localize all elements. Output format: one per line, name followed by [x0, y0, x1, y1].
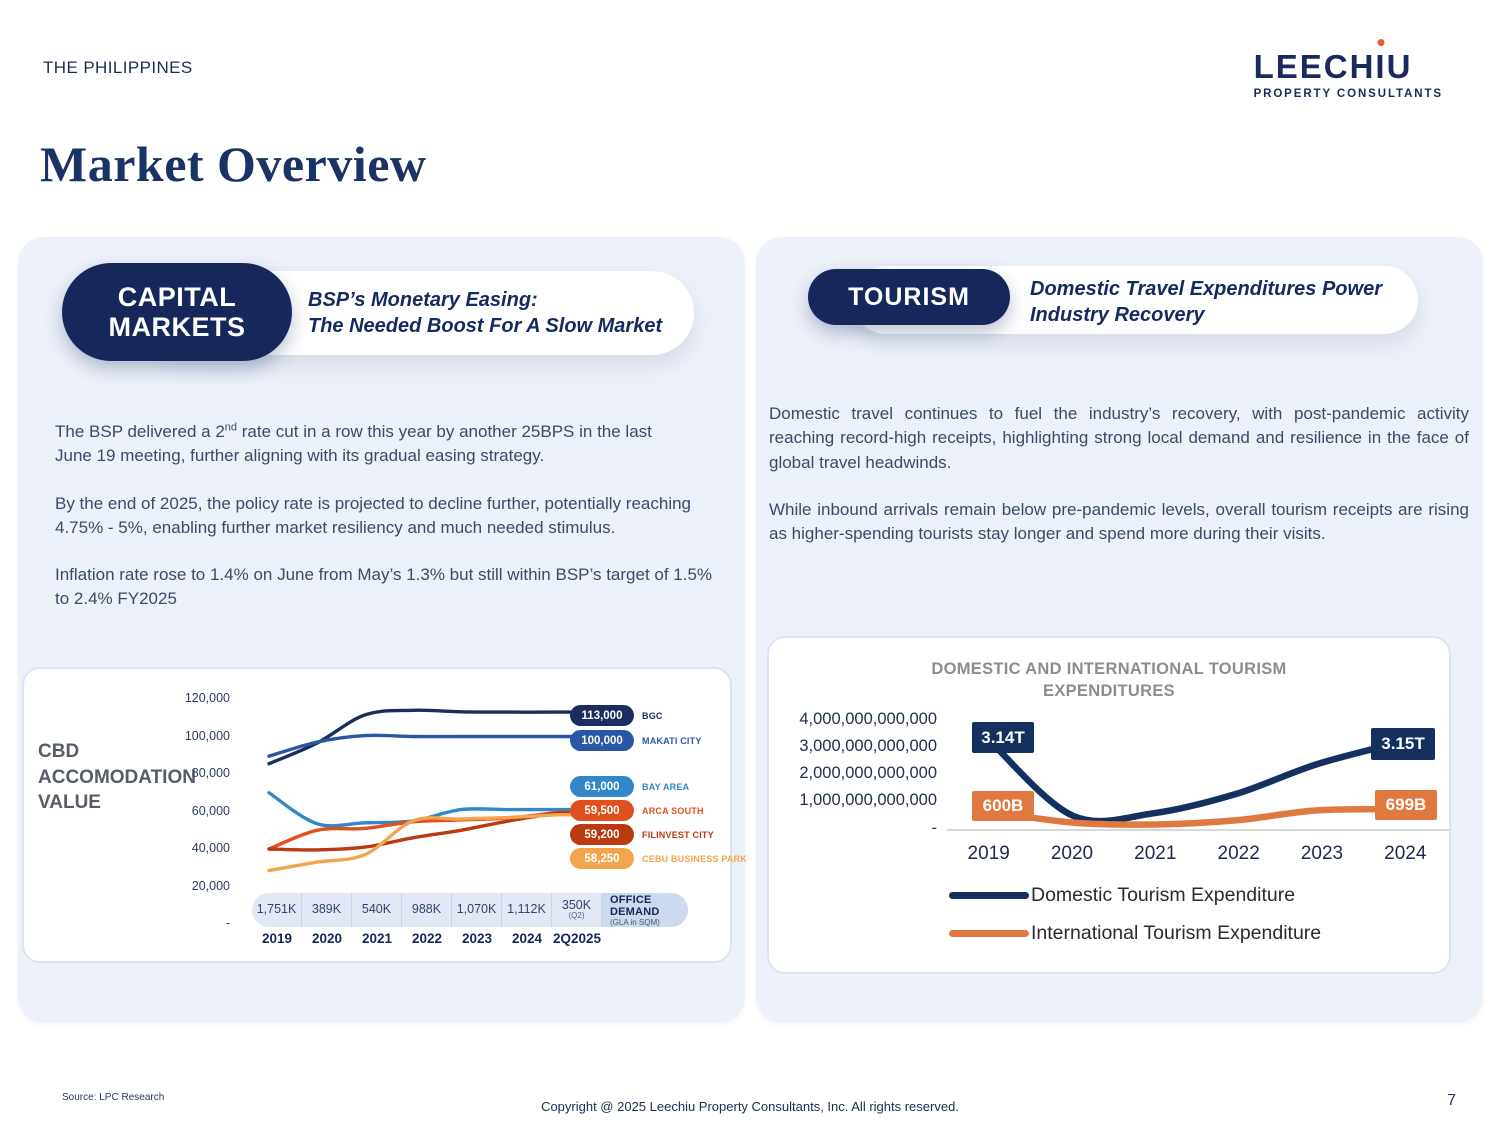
tourism-ytick-3t: 3,000,000,000,000: [799, 737, 937, 755]
office-demand-title: OFFICE DEMAND: [610, 893, 660, 918]
series-label-filinvest: FILINVEST CITY: [642, 829, 714, 840]
paragraph-2: While inbound arrivals remain below pre-pandemic levels, overall tourism receipts are rising as higher-spending tourists stay longer and spend more during their visits.: [769, 499, 1469, 544]
capital-markets-text: [55, 420, 715, 635]
footer-copyright: Copyright @ 2025 Leechiu Property Consultants, Inc. All rights reserved.: [541, 1099, 959, 1114]
leechiu-logo: [1254, 50, 1443, 100]
logo-i-dot-icon: I: [1375, 48, 1387, 85]
tourism-ytick-1t: 1,000,000,000,000: [799, 791, 937, 809]
callout-international-2019: 600B: [972, 791, 1034, 821]
footer-source: Source: LPC Research: [62, 1092, 165, 1103]
p1-b: rate cut in a row this year by another 25BPS in the last: [237, 422, 652, 441]
office-demand-2q2025: [552, 893, 602, 927]
cbd-ytick-zero: -: [225, 916, 230, 930]
legend-arca-south: [570, 800, 704, 821]
legend-bay-area: [570, 776, 689, 797]
logo-subtitle: PROPERTY CONSULTANTS: [1253, 88, 1443, 100]
p1-c: June 19 meeting, further aligning with its gradual easing strategy.: [55, 446, 545, 466]
headline-line1: BSP’s Monetary Easing:: [308, 289, 538, 311]
office-demand-2023: 1,070K: [452, 893, 502, 927]
office-demand-2022: 988K: [402, 893, 452, 927]
headline-line1: Domestic Travel Expenditures Power: [1030, 278, 1382, 300]
office-demand-label: [602, 893, 688, 927]
cbd-ytick-20000: 20,000: [191, 879, 230, 893]
paragraph-3: Inflation rate rose to 1.4% on June from May’s 1.3% but still within BSP’s target of 1.5% to 2.4% FY2025: [55, 565, 713, 609]
tourism-panel: [756, 237, 1483, 1023]
series-label-arca-south: ARCA SOUTH: [642, 805, 704, 816]
cbd-ytick-80000: 80,000: [191, 766, 230, 780]
page-title: Market Overview: [40, 136, 427, 192]
eyebrow-the-philippines: THE PHILIPPINES: [43, 58, 193, 77]
tourism-badge: TOURISM: [808, 269, 1010, 325]
legend-cebu: [570, 848, 747, 869]
office-demand-2024: 1,112K: [502, 893, 552, 927]
tourism-year-2020: 2020: [1050, 843, 1094, 864]
tourism-ytick-2t: 2,000,000,000,000: [799, 764, 937, 782]
value-badge-arca-south: 59,500: [570, 800, 634, 821]
series-label-bay-area: BAY AREA: [642, 781, 690, 792]
office-demand-strip: [252, 893, 688, 927]
legend-international: [949, 922, 1321, 945]
paragraph-2: By the end of 2025, the policy rate is projected to decline further, potentially reaching 4.75% - 5%, enabling further market resiliency and much needed stimulus.: [55, 493, 692, 537]
office-demand-2020: 389K: [302, 893, 352, 927]
tourism-year-2022: 2022: [1217, 843, 1260, 864]
callout-international-2024: 699B: [1375, 790, 1437, 820]
cbd-ytick-60000: 60,000: [191, 804, 230, 818]
p1-sup: nd: [224, 421, 238, 434]
cbd-year-2020: 2020: [311, 931, 343, 946]
office-demand-unit: (GLA in SQM): [610, 917, 660, 927]
callout-domestic-2024: 3.15T: [1371, 728, 1435, 760]
tourism-year-2024: 2024: [1384, 843, 1427, 864]
cbd-year-2019: 2019: [261, 931, 293, 946]
tourism-text: [769, 402, 1469, 569]
value-badge-makati: 100,000: [570, 730, 634, 751]
cbd-x-axis: [252, 931, 608, 946]
cbd-year-2q2025: 2Q2025: [552, 931, 602, 946]
headline-line2: Industry Recovery: [1030, 304, 1205, 326]
cbd-year-2021: 2021: [361, 931, 393, 946]
callout-domestic-2019: 3.14T: [972, 722, 1034, 753]
cbd-ytick-40000: 40,000: [191, 841, 230, 855]
tourism-ytick-zero: -: [931, 819, 937, 837]
headline-line2: The Needed Boost For A Slow Market: [308, 315, 663, 337]
tourism-ytick-4t: 4,000,000,000,000: [799, 710, 937, 728]
office-demand-q2-note: (Q2): [568, 911, 585, 921]
paragraph-1: [55, 420, 715, 469]
tourism-year-2023: 2023: [1300, 843, 1344, 864]
capital-markets-badge: CAPITAL MARKETS: [62, 263, 292, 361]
tourism-chart-card: [767, 636, 1451, 974]
tourism-legend: [949, 884, 1321, 945]
cbd-year-2023: 2023: [461, 931, 493, 946]
series-label-cebu: CEBU BUSINESS PARK: [642, 853, 747, 864]
logo-wordmark: [1254, 50, 1443, 83]
tourism-x-axis: [947, 843, 1447, 865]
series-label-bgc: BGC: [642, 710, 663, 721]
p1-a: The BSP delivered a 2: [55, 422, 225, 441]
series-label-makati: MAKATI CITY: [642, 735, 702, 746]
tourism-year-2019: 2019: [967, 843, 1010, 864]
legend-domestic-label: Domestic Tourism Expenditure: [1031, 884, 1296, 906]
page-number: 7: [1447, 1092, 1456, 1109]
paragraph-1: Domestic travel continues to fuel the industry’s recovery, with post-pandemic activity reaching record-high receipts, highlighting strong local demand and resilience in the face of global travel headwinds.: [769, 404, 1469, 472]
cbd-ytick-120000: 120,000: [184, 691, 230, 705]
tourism-year-2021: 2021: [1134, 843, 1177, 864]
cbd-year-2024: 2024: [511, 931, 543, 946]
office-demand-2021: 540K: [352, 893, 402, 927]
value-badge-filinvest: 59,200: [570, 824, 634, 845]
international-line-swatch: [949, 930, 1029, 937]
logo-text-start: LEECH: [1253, 48, 1376, 85]
cbd-chart-title: CBD ACCOMODATION VALUE: [38, 741, 196, 814]
legend-domestic: [949, 884, 1321, 907]
value-badge-cebu: 58,250: [570, 848, 634, 869]
value-badge-bgc: 113,000: [570, 705, 634, 726]
tourism-chart-title: DOMESTIC AND INTERNATIONAL TOURISM EXPENDITURES: [931, 660, 1287, 701]
cbd-chart-card: [22, 667, 747, 963]
capital-markets-panel: [18, 237, 745, 1023]
legend-filinvest: [570, 824, 714, 845]
office-demand-2q2025-value: 350K: [561, 898, 592, 913]
domestic-line-swatch: [949, 892, 1029, 899]
value-badge-bay-area: 61,000: [570, 776, 634, 797]
legend-international-label: International Tourism Expenditure: [1031, 922, 1322, 944]
cbd-year-2022: 2022: [411, 931, 443, 946]
office-demand-2019: 1,751K: [252, 893, 302, 927]
cbd-ytick-100000: 100,000: [184, 729, 230, 743]
legend-makati: [570, 730, 702, 751]
legend-bgc: [570, 705, 663, 726]
logo-text-end: U: [1386, 48, 1413, 85]
